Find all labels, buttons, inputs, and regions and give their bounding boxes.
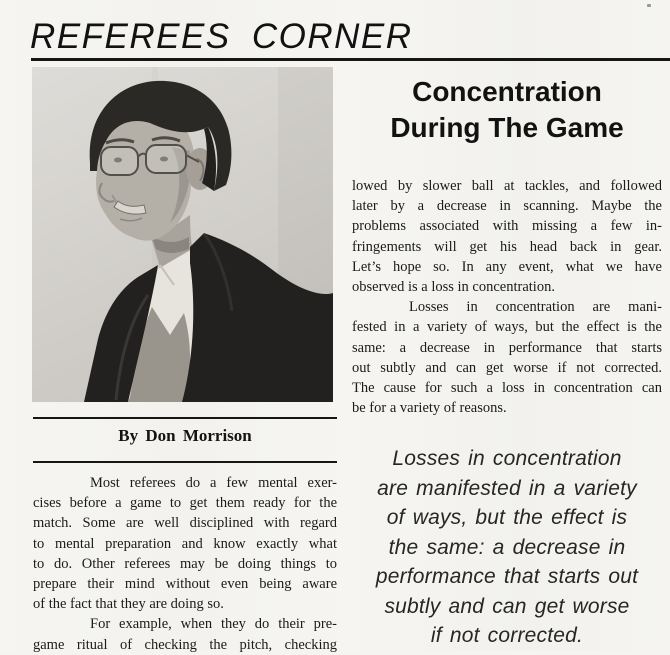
header-rule: [31, 58, 670, 61]
text-line: Losses in concentration: [392, 447, 622, 470]
text-line: The cause for such a loss in concentration can: [352, 379, 662, 396]
text-line: to do. Other referees may be doing things to: [33, 555, 337, 572]
text-line: fringements will get his head back in gear.: [352, 238, 662, 255]
left-paragraph-1: [33, 473, 337, 614]
text-line: if not corrected.: [430, 624, 584, 647]
right-paragraph-2: [352, 297, 662, 418]
left-paragraph-2: [33, 614, 337, 654]
text-line: cises before a game to get them ready for the: [33, 495, 337, 512]
byline-rule-top: [33, 417, 337, 419]
text-line: Let’s hope so. In any event, what we have: [352, 258, 662, 275]
text-line: game ritual of checking the pitch, checking: [33, 636, 337, 653]
text-line: observed is a loss in concentration.: [352, 278, 555, 295]
text-line: Most referees do a few mental exer-: [90, 475, 337, 491]
article-title: [352, 74, 662, 146]
pull-quote: [352, 444, 662, 651]
text-line: subtly and can get worse: [384, 594, 630, 618]
text-line: match. Some are well disciplined with regard: [33, 515, 337, 532]
byline-rule-bottom: [33, 461, 337, 463]
text-line: problems associated with missing a few in-: [352, 218, 662, 235]
text-line: prepare their mind without even being aware: [33, 575, 337, 592]
text-line: of the fact that they are doing so.: [33, 596, 224, 613]
text-line: be for a variety of reasons.: [352, 400, 507, 417]
text-line: of ways, but the effect is: [386, 506, 628, 529]
byline: By Don Morrison: [118, 426, 252, 445]
text-line: Losses in concentration are mani-: [409, 299, 662, 316]
text-line: lowed by slower ball at tackles, and followed: [352, 178, 662, 194]
portrait-photo-illustration: [32, 67, 333, 402]
text-line: to mental preparation and know exactly what: [33, 535, 337, 552]
text-line: same: a decrease in performance that starts: [352, 339, 662, 356]
right-paragraph-1: [352, 176, 662, 297]
portrait-photo: [32, 67, 333, 402]
text-line: are manifested in a variety: [377, 476, 637, 500]
text-line: performance that starts out: [375, 565, 639, 588]
text-line: For example, when they do their pre-: [90, 616, 337, 633]
text-line: the same: a decrease in: [388, 535, 626, 559]
scan-speck: [647, 4, 651, 7]
text-line: later by a decrease in scanning. Maybe the: [352, 198, 662, 215]
text-line: fested in a variety of ways, but the effect is the: [352, 319, 662, 336]
section-heading: REFEREES CORNER: [30, 17, 413, 56]
right-column-text: [352, 176, 662, 418]
left-column-text: [33, 473, 337, 655]
text-line: out subtly and can get worse if not corrected.: [352, 359, 662, 376]
article-title-text: Concentration During The Game: [390, 76, 624, 143]
